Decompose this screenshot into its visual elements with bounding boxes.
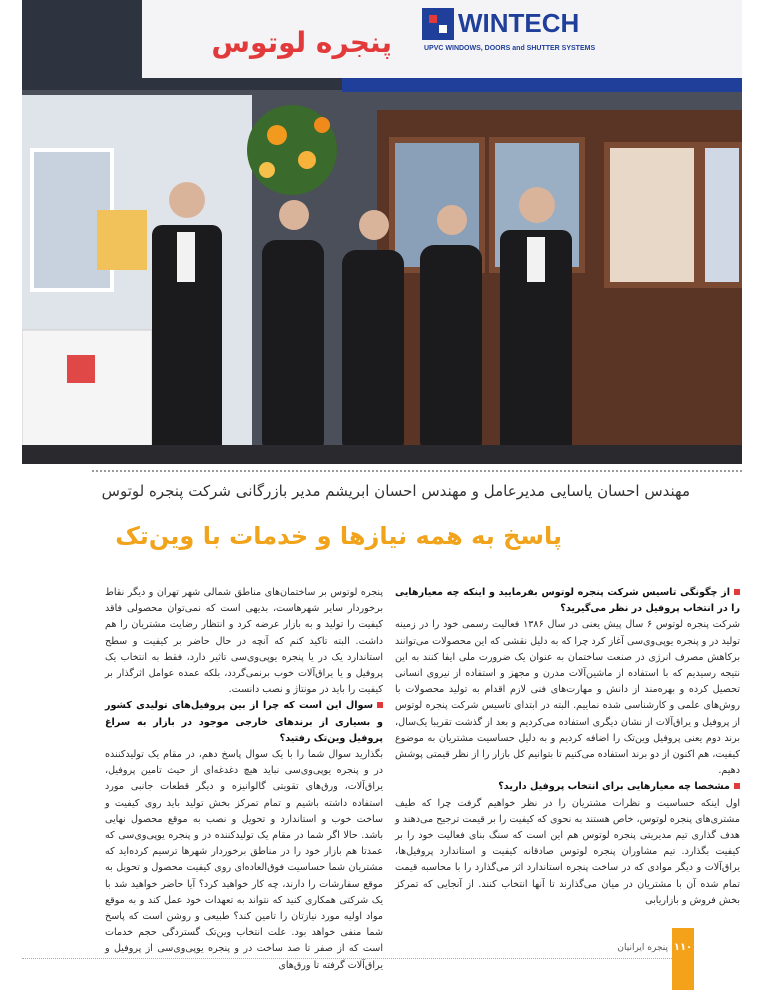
question-1 <box>395 585 740 617</box>
banner-tagline: UPVC WINDOWS, DOORS and SHUTTER SYSTEMS <box>424 45 596 52</box>
question-1-text: از چگونگی تاسیس شرکت پنجره لوتوس بفرمایید و اینکه چه معیارهایی را در انتخاب پروفیل در نظر می‌گیرید؟ <box>395 587 740 615</box>
question-2 <box>395 779 740 795</box>
bullet-square-icon <box>734 783 740 789</box>
question-2-text: مشخصا چه معیارهایی برای انتخاب پروفیل دارید؟ <box>498 781 730 793</box>
paragraph-continued: پنجره لوتوس بر ساختمان‌های مناطق شمالی شهر تهران و دیگر نقاط برخوردار سایر شهرهاست، بدیهی است که نمی‌توان محصولی فاقد کیفیت را تولید و به بازار عرضه کرد و انتظار رضایت مشتریان را هم داشت. البته تاکید کنم که آنچه در حال حاضر بر کیفیت و سطح استاندارد یک در یا پنجره یوپی‌وی‌سی تاثیر دارد، فقط به انتخاب یک پروفیل و یا یراق‌آلات خوب برنمی‌گردد، بلکه عمده عوامل اثرگذار بر کیفیت را باید در مونتاژ و نصب دانست. <box>105 587 383 696</box>
article-headline: پاسخ به همه نیازها و خدمات با وین‌تک <box>115 522 562 550</box>
left-column <box>105 585 383 974</box>
bullet-square-icon <box>734 589 740 595</box>
question-3-text: سوال این است که چرا از بین پروفیل‌های تولیدی کشور و بسیاری از برندهای خارجی موجود در بازار به سراغ پروفیل وین‌تک رفتید؟ <box>105 700 383 744</box>
question-3 <box>105 698 383 747</box>
answer-2: اول اینکه حساسیت و نظرات مشتریان را در نظر خواهیم گرفت چرا که طیف مشتری‌های پنجره لوتوس، خاص هستند به نحوی که کیفیت را بر قیمت ترجیح می‌دهند و هدف گذاری تیم مدیریتی پنجره لوتوس هم این است که سنگ بنای فعالیت خود را بر کیفیت بگذارد. تیم مشاوران پنجره لوتوس صادقانه کیفیت و استاندارد پروفیل‌ها، یراق‌آلات و دیگر موادی که در ساخت پنجره استاندارد اثر می‌گذارد را با محاسبه قیمت تمام شده آن با مشتریان در میان می‌گذارند تا آنها انتخاب کنند. از آنجایی که تمرکز بخش فروش و بازاریابی <box>395 797 740 906</box>
magazine-name: پنجره ایرانیان <box>617 943 668 953</box>
banner-persian-title: پنجره لوتوس <box>211 26 392 59</box>
page-number: ۱۱۰ <box>673 942 693 953</box>
event-photo <box>22 0 742 464</box>
banner-brand: WINTECH <box>458 8 580 38</box>
photo-illustration <box>22 0 742 464</box>
answer-1: شرکت پنجره لوتوس ۶ سال پیش یعنی در سال ۱۳۸۶ فعالیت رسمی خود را در زمینه تولید در و پنجره یوپی‌وی‌سی آغاز کرد چرا که به دلیل نقشی که این محصولات می‌توانند برکاهش مصرف انرژی در صنعت ساختمان به عنوان یک ضرورت ملی ایفا کنند به این نتیجه رسیدیم که با استفاده از ماشین‌آلات مدرن و مجهز و استفاده از نیروی انسانی تحصیل کرده و بهره‌مند از دانش و مهارت‌های فنی لازم اقدام به تولید محصولات با روش‌های علمی و کارشناسی شده نماییم. البته در ابتدای تاسیس شرکت پنجره لوتوس از پروفیل و یراق‌آلات از نشان دیگری استفاده می‌کردیم و بعد از گذشت تقریبا یک‌سال، برند دوم یعنی پروفیل وین‌تک را اضافه کردیم و به دلیل حساسیت مشتریان به موضوع کیفیت، هم اکنون از دو برند استفاده می‌کنیم تا بتوانیم کل بازار را از نظر قیمتی پوشش دهیم. <box>395 619 740 777</box>
footer-divider <box>22 958 672 959</box>
right-column <box>395 585 740 909</box>
caption-divider <box>92 470 742 472</box>
bullet-square-icon <box>377 702 383 708</box>
page-number-tab <box>672 928 694 990</box>
wintech-logo <box>422 8 595 52</box>
answer-3: بگذارید سوال شما را با یک سوال پاسخ دهم، در مقام یک تولیدکننده در و پنجره یوپی‌وی‌سی نباید هیچ دغدغه‌ای از حیث تامین پروفیل، یراق‌آلات، ورق‌های تقویتی گالوانیزه و دیگر قطعات جانبی مورد استفاده داشته باشیم و تمام تمرکز بخش تولید باید روی کیفیت و ساخت خوب و استاندارد و تحویل و نصب به موقع محصول نهایی باشد. حالا اگر شما در مقام یک تولیدکننده در و پنجره یوپی‌وی‌سی که عمدتا هم بازار خود را در مناطق برخوردار شهرها ترسیم کرده‌اید که مشتریان شما حساسیت فوق‌العاده‌ای روی کیفیت محصول و تحویل به موقع سفارشات را دارند، چه کار خواهید کرد؟ آیا حاضر خواهید شد با یک شرکتی همکاری کنید که نتواند به تعهدات خود عمل کند و به موقع مواد اولیه مورد نیازتان را تامین کند؟ طبیعی و روشن است که پاسخ شما منفی خواهد بود. علت انتخاب وین‌تک گستردگی حجم خدمات است که از صفر تا صد ساخت در و پنجره یوپی‌وی‌سی از پروفیل و یراق‌آلات گرفته تا ورق‌های <box>105 749 383 971</box>
photo-caption: مهندس احسان یاسایی مدیرعامل و مهندس احسان ابریشم مدیر بازرگانی شرکت پنجره لوتوس <box>101 482 690 500</box>
